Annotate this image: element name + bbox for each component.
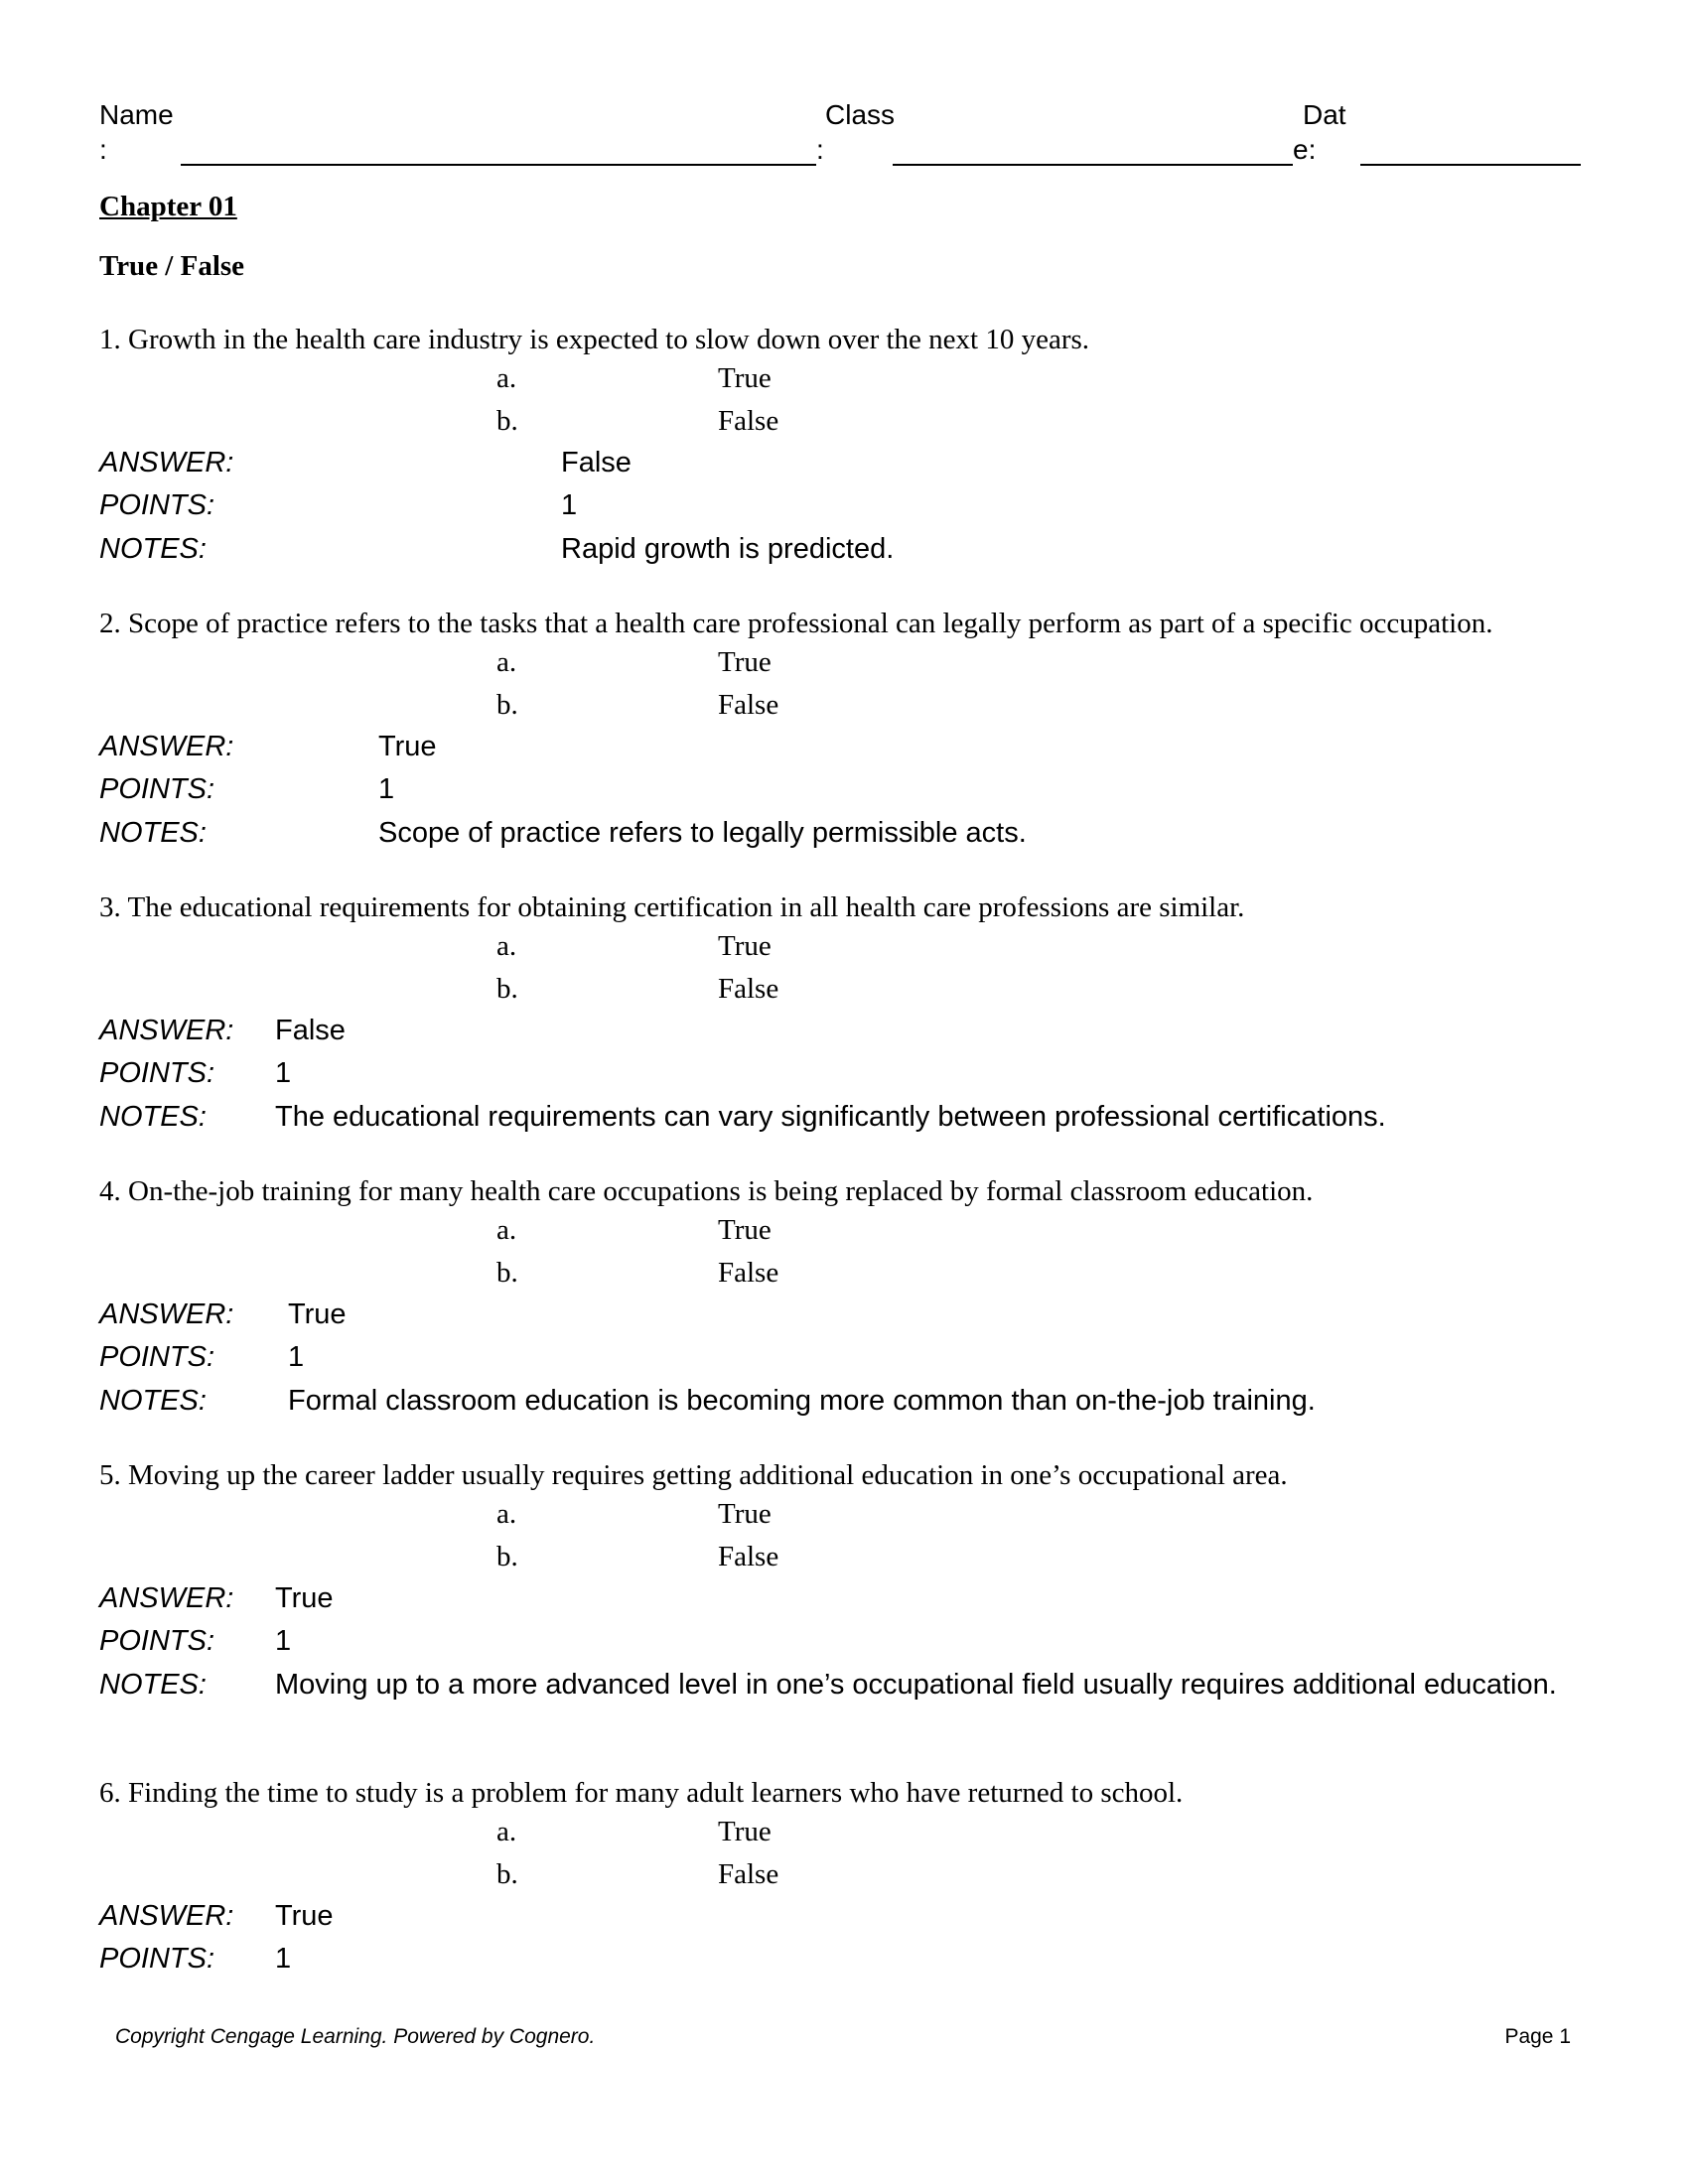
answer-value: True <box>378 731 437 762</box>
option-text-true: True <box>718 930 772 962</box>
answer-value: True <box>288 1298 347 1330</box>
points-value: 1 <box>275 1943 292 1975</box>
notes-value: Moving up to a more advanced level in one’s occupational field usually requires additional education. <box>275 1669 1557 1701</box>
option-letter-a: a. <box>496 362 517 394</box>
name-label: Name <box>99 99 174 130</box>
notes-value: Formal classroom education is becoming more common than on-the-job training. <box>288 1385 1316 1417</box>
points-label: POINTS: <box>99 1943 215 1975</box>
option-text-true: True <box>718 1214 772 1246</box>
points-value: 1 <box>561 489 578 521</box>
copyright-footer: Copyright Cengage Learning. Powered by Cognero. <box>115 2025 596 2048</box>
option-letter-b: b. <box>496 1257 518 1289</box>
option-text-false: False <box>718 1541 779 1572</box>
section-title: True / False <box>99 250 245 282</box>
points-label: POINTS: <box>99 1625 215 1657</box>
notes-label: NOTES: <box>99 533 207 565</box>
answer-value: False <box>561 447 632 478</box>
chapter-title: Chapter 01 <box>99 191 237 222</box>
option-text-true: True <box>718 1498 772 1530</box>
answer-label: ANSWER: <box>99 1582 234 1614</box>
option-text-false: False <box>718 1257 779 1289</box>
points-label: POINTS: <box>99 1057 215 1089</box>
answer-label: ANSWER: <box>99 1900 234 1932</box>
option-letter-b: b. <box>496 405 518 437</box>
name-colon: : <box>99 134 107 165</box>
option-text-false: False <box>718 689 779 721</box>
option-letter-b: b. <box>496 689 518 721</box>
name-field-line[interactable] <box>181 164 816 166</box>
points-label: POINTS: <box>99 489 215 521</box>
notes-value: Scope of practice refers to legally permissible acts. <box>378 817 1027 849</box>
option-text-true: True <box>718 1816 772 1847</box>
option-letter-a: a. <box>496 1214 517 1246</box>
question-text: 3. The educational requirements for obtaining certification in all health care professions are similar. <box>99 891 1245 923</box>
answer-value: True <box>275 1900 334 1932</box>
option-text-false: False <box>718 973 779 1005</box>
question-text: 4. On-the-job training for many health care occupations is being replaced by formal classroom education. <box>99 1175 1314 1207</box>
points-value: 1 <box>275 1057 292 1089</box>
points-label: POINTS: <box>99 773 215 805</box>
answer-value: True <box>275 1582 334 1614</box>
notes-value: Rapid growth is predicted. <box>561 533 895 565</box>
answer-label: ANSWER: <box>99 1015 234 1046</box>
option-letter-b: b. <box>496 1541 518 1572</box>
class-colon: : <box>816 134 824 165</box>
option-letter-a: a. <box>496 646 517 678</box>
answer-value: False <box>275 1015 346 1046</box>
question-text: 6. Finding the time to study is a problem for many adult learners who have returned to school. <box>99 1777 1184 1809</box>
notes-label: NOTES: <box>99 1669 207 1701</box>
answer-label: ANSWER: <box>99 447 234 478</box>
option-letter-b: b. <box>496 1858 518 1890</box>
points-value: 1 <box>275 1625 292 1657</box>
points-label: POINTS: <box>99 1341 215 1373</box>
notes-value: The educational requirements can vary significantly between professional certifications. <box>275 1101 1386 1133</box>
question-text: 1. Growth in the health care industry is expected to slow down over the next 10 years. <box>99 324 1090 355</box>
points-value: 1 <box>288 1341 305 1373</box>
option-letter-a: a. <box>496 930 517 962</box>
option-text-true: True <box>718 362 772 394</box>
class-label: Class <box>825 99 896 130</box>
date-label-suffix: e: <box>1293 134 1317 165</box>
option-letter-b: b. <box>496 973 518 1005</box>
option-text-false: False <box>718 405 779 437</box>
class-field-line[interactable] <box>893 164 1293 166</box>
page-number: Page 1 <box>1504 2025 1571 2048</box>
notes-label: NOTES: <box>99 817 207 849</box>
option-letter-a: a. <box>496 1498 517 1530</box>
answer-label: ANSWER: <box>99 731 234 762</box>
option-text-false: False <box>718 1858 779 1890</box>
option-letter-a: a. <box>496 1816 517 1847</box>
date-label: Dat <box>1303 99 1346 130</box>
question-text: 2. Scope of practice refers to the tasks that a health care professional can legally perform as part of a specific occupation. <box>99 608 1493 639</box>
points-value: 1 <box>378 773 395 805</box>
date-field-line[interactable] <box>1360 164 1581 166</box>
option-text-true: True <box>718 646 772 678</box>
notes-label: NOTES: <box>99 1385 207 1417</box>
question-text: 5. Moving up the career ladder usually requires getting additional education in one’s occupational area. <box>99 1459 1288 1491</box>
answer-label: ANSWER: <box>99 1298 234 1330</box>
notes-label: NOTES: <box>99 1101 207 1133</box>
